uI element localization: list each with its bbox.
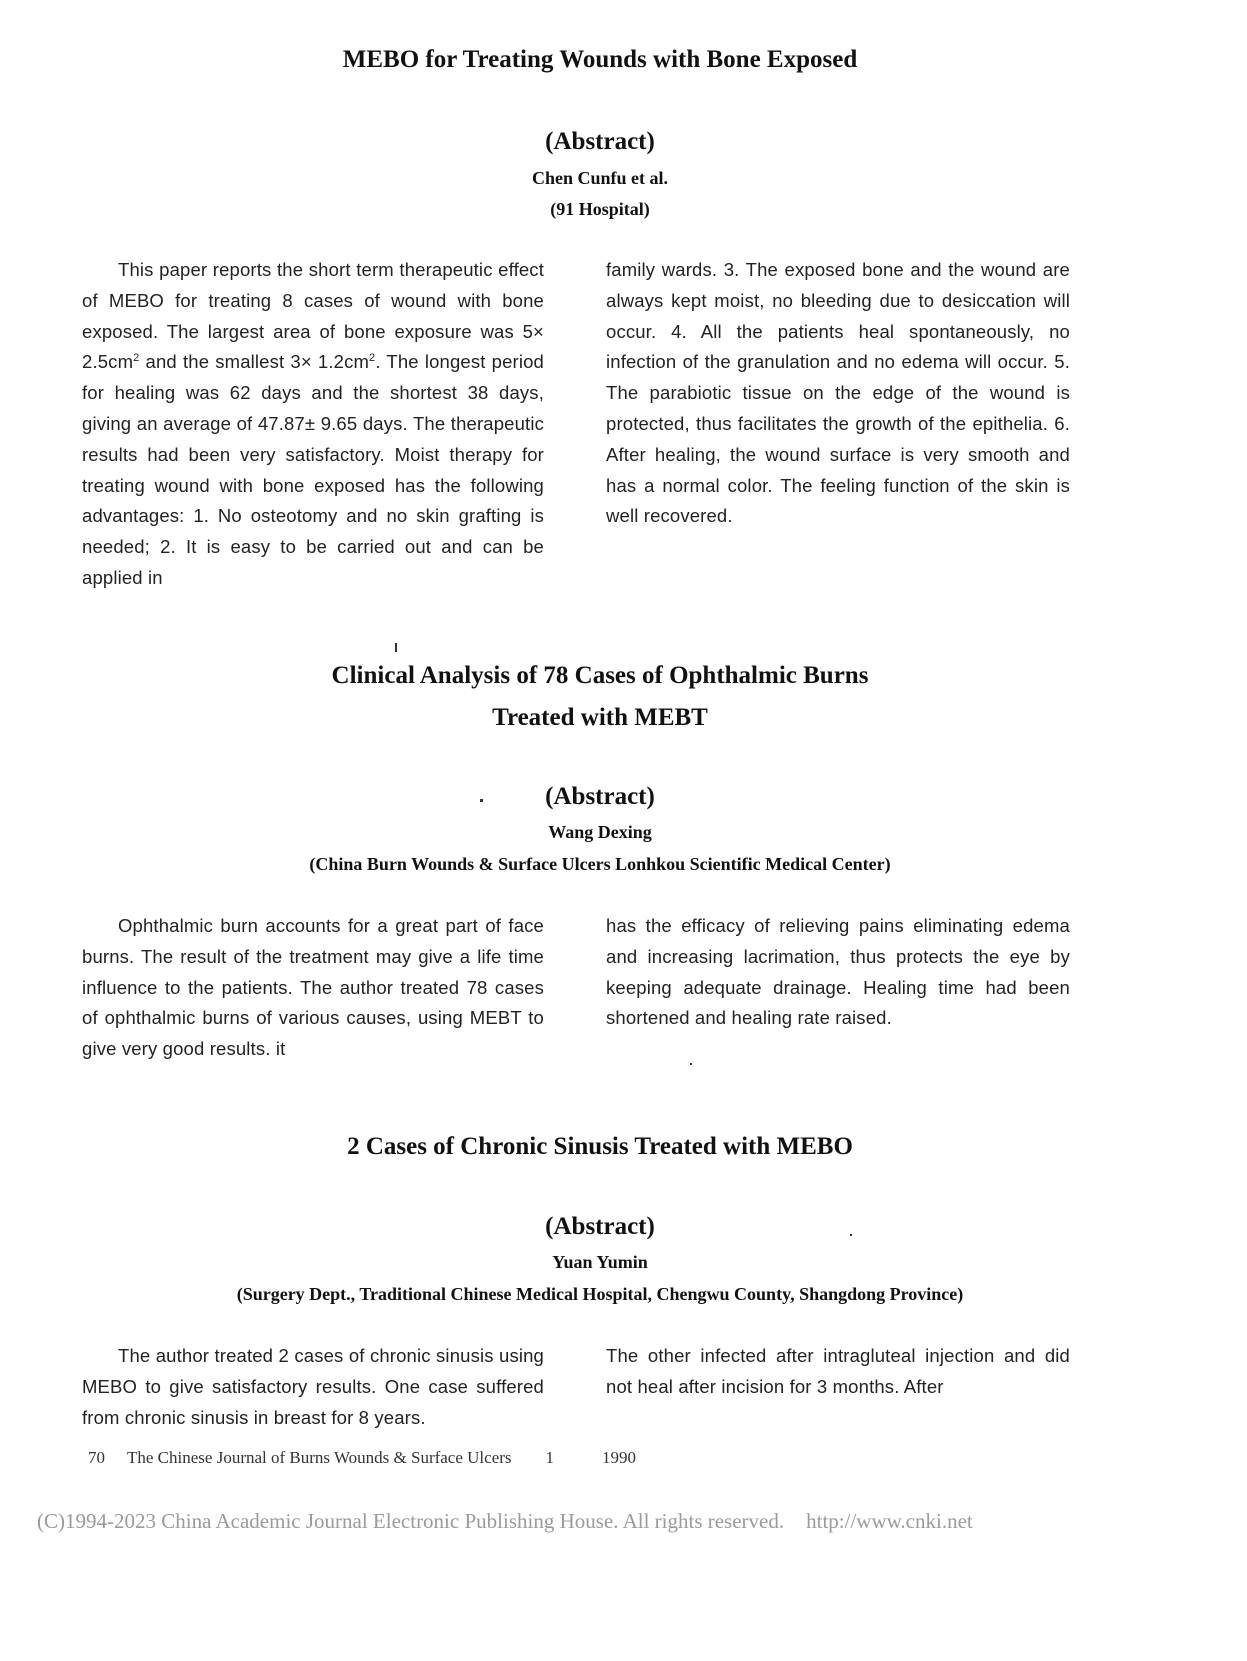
scan-speck — [395, 643, 397, 652]
article-1-affiliation: (91 Hospital) — [550, 199, 650, 219]
article-2-title-line-2: Treated with MEBT — [492, 704, 708, 731]
article-2-left-column: Ophthalmic burn accounts for a great part of face burns. The result of the treatment may give a life time influence to the patients. The author treated 78 cases of ophthalmic burns of various causes, using MEBT to give very good results. it — [82, 915, 544, 1060]
article-1-author: Chen Cunfu et al. — [531, 168, 669, 188]
scan-speck — [480, 799, 483, 802]
article-1-title: MEBO for Treating Wounds with Bone Exposed — [342, 46, 858, 73]
scan-speck — [690, 1063, 692, 1065]
article-2-abstract-label: (Abstract) — [545, 783, 655, 810]
article-3-author: Yuan Yumin — [552, 1252, 648, 1272]
article-3-left-column: The author treated 2 cases of chronic sinusis using MEBO to give satisfactory results. One case suffered from chronic sinusis in breast for 8 years. — [82, 1345, 544, 1428]
article-3-right-column: The other infected after intragluteal injection and did not heal after incision for 3 months. After — [606, 1345, 1070, 1397]
article-1-text-b: and the smallest 3× 1.2cm — [139, 351, 370, 373]
article-1-abstract-label: (Abstract) — [545, 128, 655, 155]
article-2-affiliation: (China Burn Wounds & Surface Ulcers Lonhkou Scientific Medical Center) — [309, 854, 891, 874]
issue-number: 1 — [545, 1448, 555, 1467]
article-2-right-column: has the efficacy of relieving pains eliminating edema and increasing lacrimation, thus protects the eye by keeping adequate drainage. Healing time had been shortened and healing rate raised. — [606, 915, 1070, 1029]
page-number: 70 — [88, 1448, 105, 1467]
copyright-url: http://www.cnki.net — [806, 1509, 973, 1533]
article-1-sup-2: 2 — [369, 352, 376, 365]
article-1-right-column: family wards. 3. The exposed bone and the wound are always kept moist, no bleeding due to desiccation will occur. 4. All the patients heal spontaneously, no infection of the granulation and no edema will occur. 5. The parabiotic tissue on the edge of the wound is protected, thus facilitates the growth of the epithelia. 6. After healing, the wound surface is very smooth and has a normal color. The feeling function of the skin is well recovered. — [606, 259, 1070, 527]
article-1-sup-1: 2 — [133, 352, 140, 365]
article-3-affiliation: (Surgery Dept., Traditional Chinese Medical Hospital, Chengwu County, Shangdong Province) — [236, 1284, 964, 1304]
article-3-abstract-label: (Abstract) — [545, 1213, 655, 1240]
copyright-text: (C)1994-2023 China Academic Journal Electronic Publishing House. All rights reserved. — [37, 1509, 785, 1533]
copyright-watermark — [37, 1509, 973, 1534]
article-2-title-line-1: Clinical Analysis of 78 Cases of Ophthalmic Burns — [331, 662, 869, 689]
article-1-left-column — [82, 255, 544, 594]
journal-name: The Chinese Journal of Burns Wounds & Surface Ulcers — [127, 1448, 512, 1467]
article-3-title: 2 Cases of Chronic Sinusis Treated with MEBO — [347, 1133, 853, 1160]
year: 1990 — [602, 1448, 637, 1467]
scan-speck — [850, 1234, 852, 1236]
article-2-author: Wang Dexing — [548, 822, 652, 842]
article-1-text-a: This paper reports the short term therapeutic effect of MEBO for treating 8 cases of wound with bone exposed. The largest area of bone exposure was 5× 2.5cm — [82, 259, 544, 373]
page-footer — [88, 1448, 636, 1468]
article-1-text-c: . The longest period for healing was 62 days and the shortest 38 days, giving an average of 47.87± 9.65 days. The therapeutic results had been very satisfactory. Moist therapy for treating wound with bone exposed has the following advantages: 1. No osteotomy and no skin grafting is needed; 2. It is easy to be carried out and can be applied in — [82, 351, 544, 588]
